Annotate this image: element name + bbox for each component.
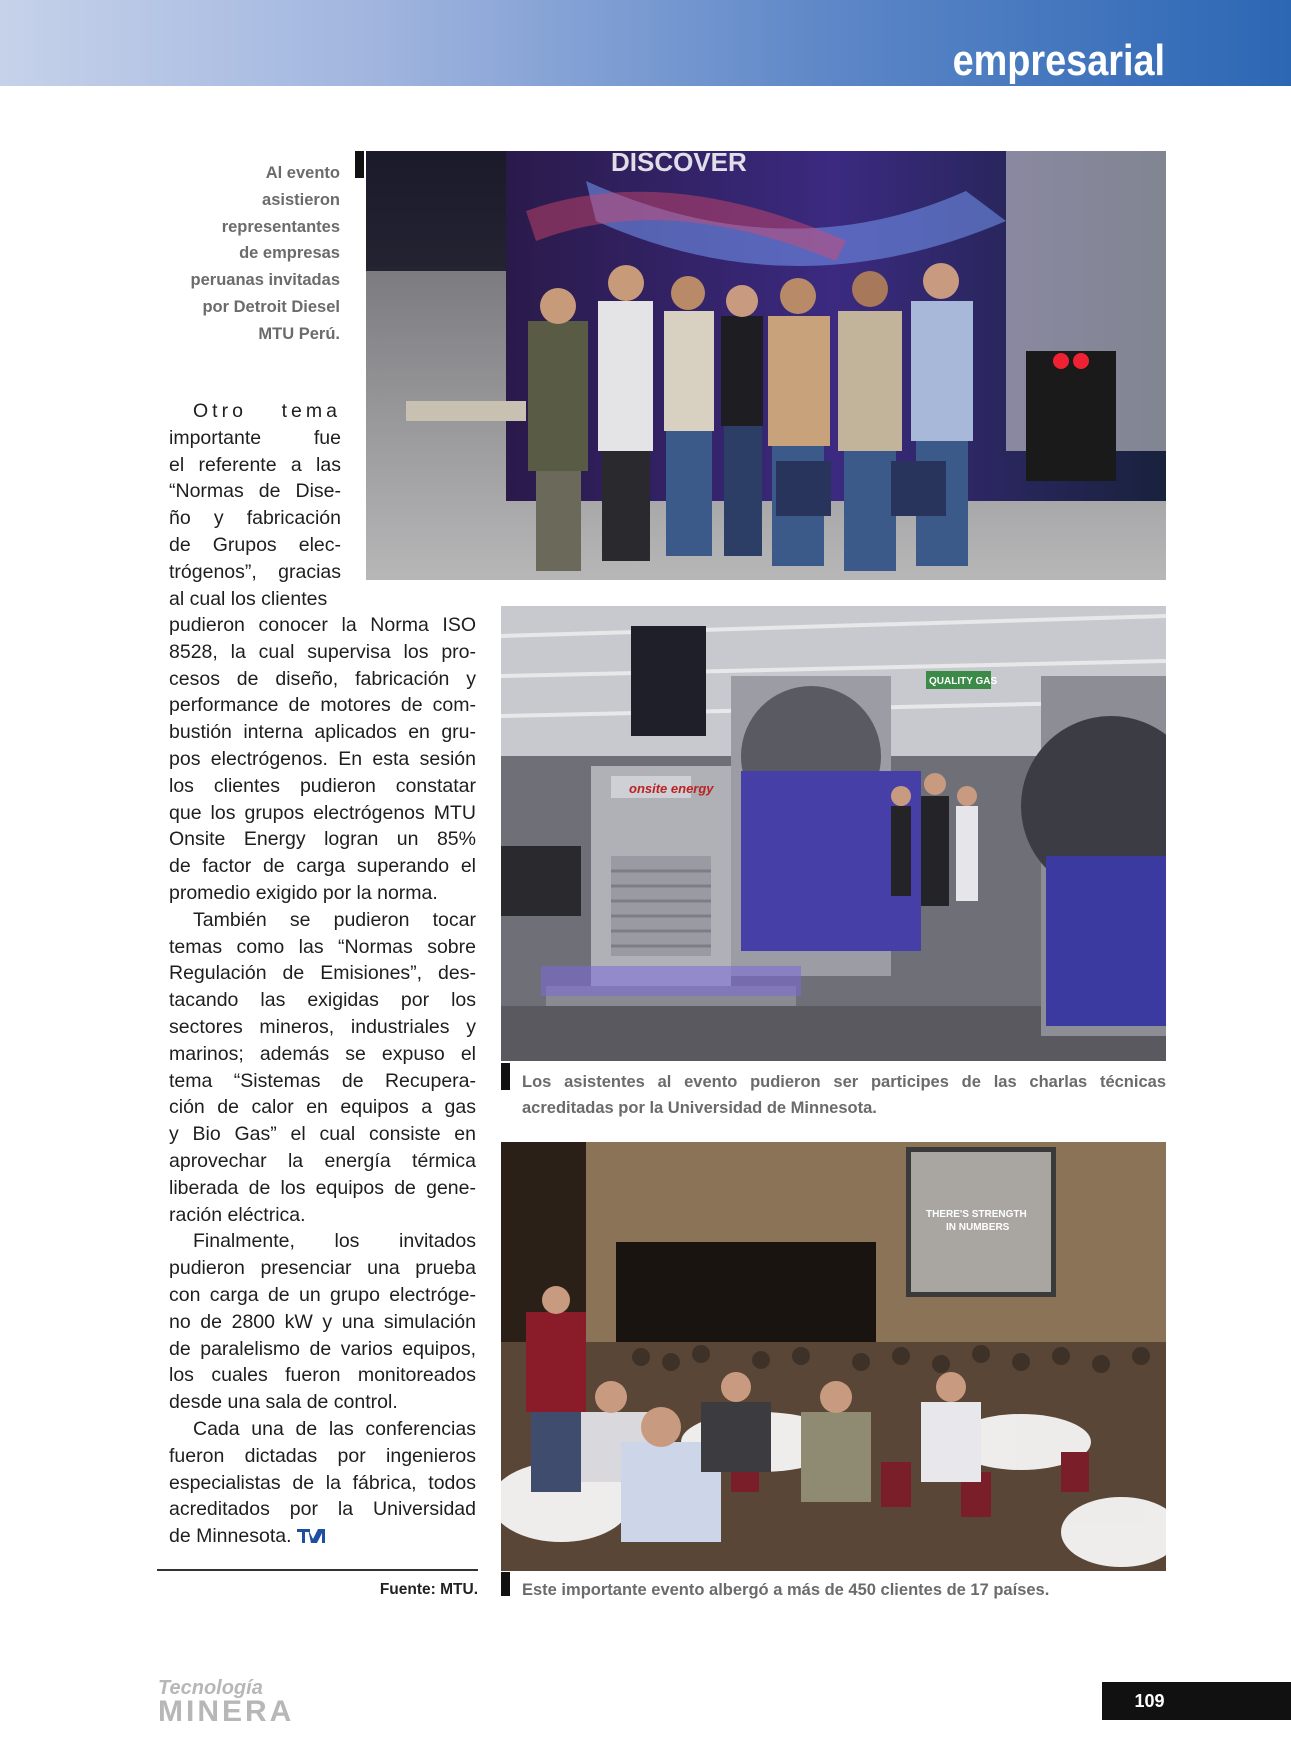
photo-conference-audience xyxy=(501,1142,1166,1571)
photo3-marker xyxy=(501,1572,510,1596)
source-divider xyxy=(157,1569,478,1571)
article-narrow: Otro tema importante fue el referente a las “Normas de Dise- ño y fabricación de Grupos elec- trógenos”, gracias al cual los clientes xyxy=(169,400,341,610)
generator-brand-text: onsite energy xyxy=(629,781,714,796)
truck-sign-text: DISCOVER xyxy=(611,151,747,177)
page-number: 109 xyxy=(1134,1691,1165,1711)
banner-text: QUALITY GAS xyxy=(929,676,998,687)
photo3-caption: Este importante evento albergó a más de 450 clientes de 17 países. xyxy=(522,1581,1050,1599)
mtu-logo-icon xyxy=(296,1527,326,1545)
photo2-marker xyxy=(501,1063,510,1090)
article-last-line: de Minnesota. xyxy=(169,1525,292,1548)
photo-group-visitors xyxy=(366,151,1166,580)
article-wide: pudieron conocer la Norma ISO 8528, la cual supervisa los pro- cesos de diseño, fabricación y performance de motores de com- bustión interna aplicados en gru- pos electrógenos. En esta sesión los clientes pudieron constatar que los grupos electrógenos MTU Onsite Energy logran un 85% de factor de carga superando el promedio exigido por la norma. También se pudieron tocar temas como las “Normas sobre Regulación de Emisiones”, des- tacando las exigidas por los sectores mineros, industriales y marinos; además se expuso el tema “Sistemas de Recupera- ción de calor en equipos a gas y Bio Gas” el cual consiste en aprovechar la energía térmica liberada de los equipos de gene- ración eléctrica. Finalmente, los invitados pudieron presenciar una prueba con carga de un grupo electróge- no de 2800 kW y una simulación de paralelismo de varios equipos, los cuales fueron monitoreados desde una sala de control. Cada una de las conferencias fueron dictadas por ingenieros especialistas de la fábrica, todos acreditados por la Universidad de Minnesota. xyxy=(169,614,476,1548)
logo-bottom-text: MINERA xyxy=(158,1695,295,1728)
screen-text-1: THERE'S STRENGTH xyxy=(926,1209,1027,1220)
photo1-marker xyxy=(355,151,364,178)
screen-text-2: IN NUMBERS xyxy=(946,1222,1010,1233)
section-title: empresarial xyxy=(952,36,1165,85)
logo-top-text: Tecnología xyxy=(158,1677,263,1699)
photo2-caption: Los asistentes al evento pudieron ser participes de las charlas técnicas acreditadas por la Universidad de Minnesota. xyxy=(522,1073,1166,1117)
source-credit: Fuente: MTU. xyxy=(379,1581,478,1598)
photo-generator-hall xyxy=(501,606,1166,1061)
photo1-caption: Al evento asistieron representantes de empresas peruanas invitadas por Detroit Diesel MTU Perú. xyxy=(190,164,340,343)
magazine-logo xyxy=(158,1678,294,1726)
